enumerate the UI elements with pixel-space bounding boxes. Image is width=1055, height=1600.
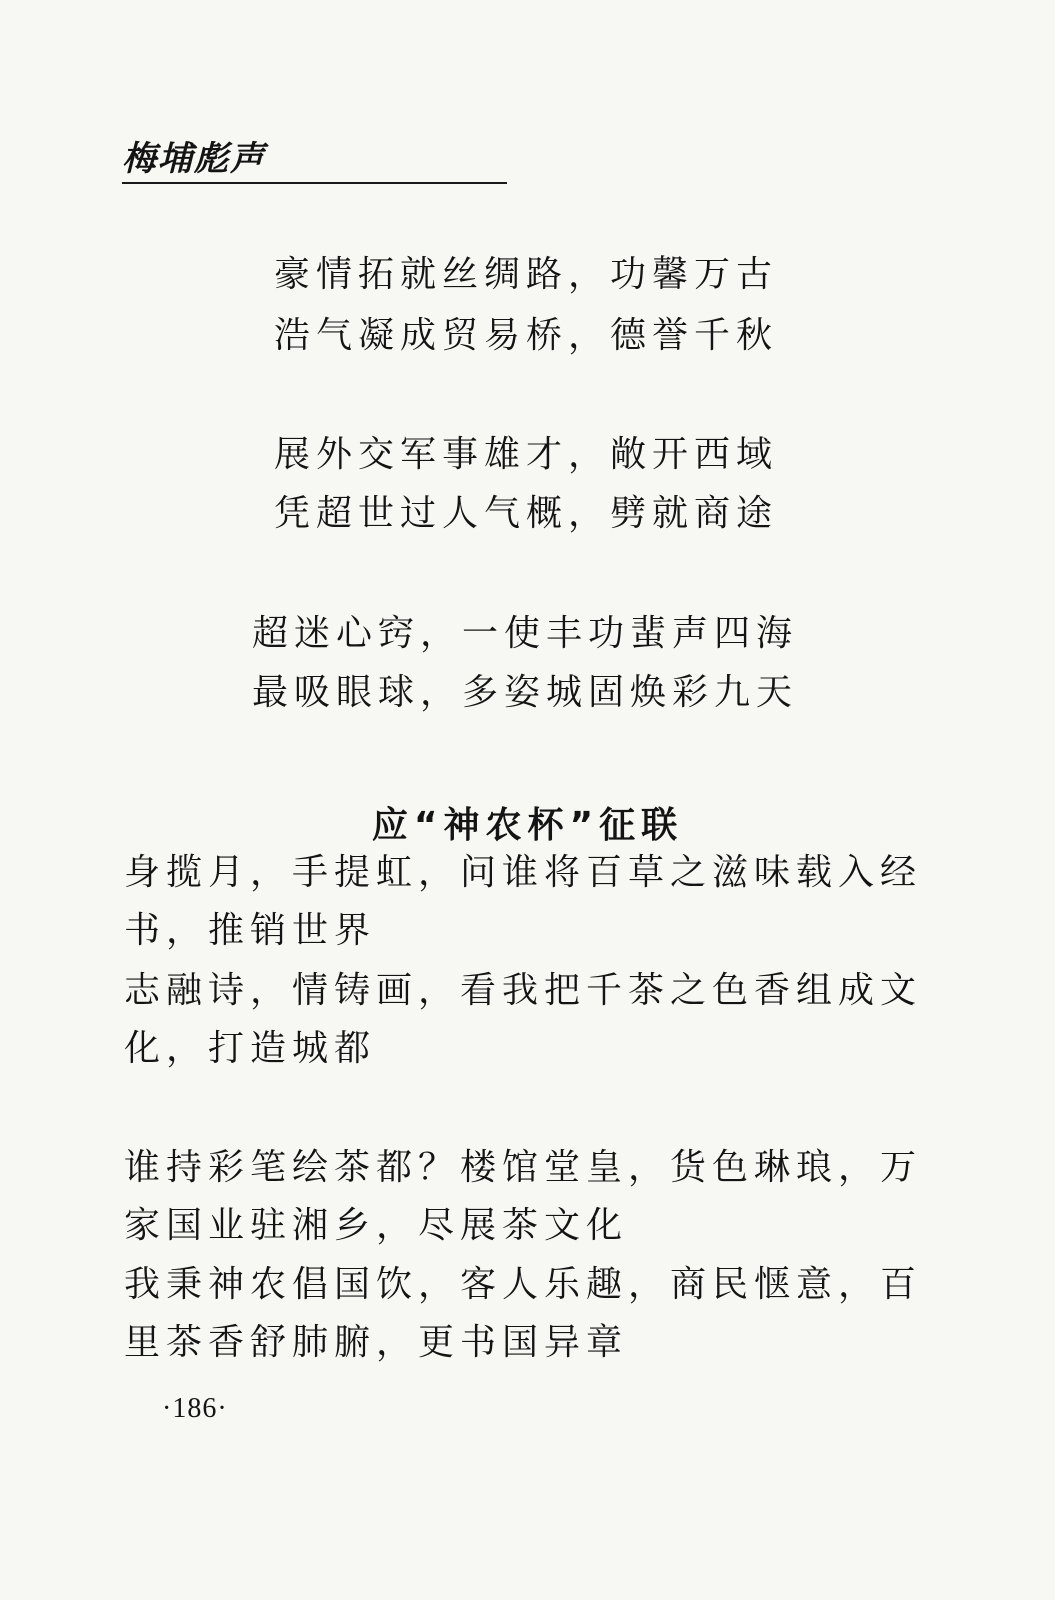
entry-2-line-1-part-2: 家国业驻湘乡，尽展茶文化 <box>124 1205 629 1246</box>
couplet-1-line-1: 豪情拓就丝绸路，功馨万古 <box>274 254 779 295</box>
couplet-2-line-1: 展外交军事雄才，敞开西域 <box>274 434 779 475</box>
page-number: ·186· <box>162 1393 228 1424</box>
entry-2-line-2-part-2: 里茶香舒肺腑，更书国异章 <box>124 1322 629 1363</box>
entry-2-line-2-part-1: 我秉神农倡国饮，客人乐趣，商民惬意，百 <box>124 1264 923 1305</box>
entry-1-line-2-part-1: 志融诗，情铸画，看我把千茶之色香组成文 <box>124 970 923 1011</box>
entry-2-line-1-part-1: 谁持彩笔绘茶都？楼馆堂皇，货色琳琅，万 <box>124 1147 923 1188</box>
couplet-3-line-2: 最吸眼球，多姿城固焕彩九天 <box>252 672 799 713</box>
running-header <box>122 139 507 184</box>
entry-1-line-1-part-2: 书，推销世界 <box>124 910 377 951</box>
section-title: 应“神农杯”征联 <box>371 805 684 846</box>
entry-1-line-1-part-1: 身揽月，手提虹，问谁将百草之滋味载入经 <box>124 852 923 893</box>
header-title: 梅埔彪声 <box>122 139 266 179</box>
couplet-2-line-2: 凭超世过人气概，劈就商途 <box>274 493 779 534</box>
couplet-1-line-2: 浩气凝成贸易桥，德誉千秋 <box>274 315 779 356</box>
entry-1-line-2-part-2: 化，打造城都 <box>124 1028 377 1069</box>
couplet-3-line-1: 超迷心窍，一使丰功蜚声四海 <box>252 613 799 654</box>
